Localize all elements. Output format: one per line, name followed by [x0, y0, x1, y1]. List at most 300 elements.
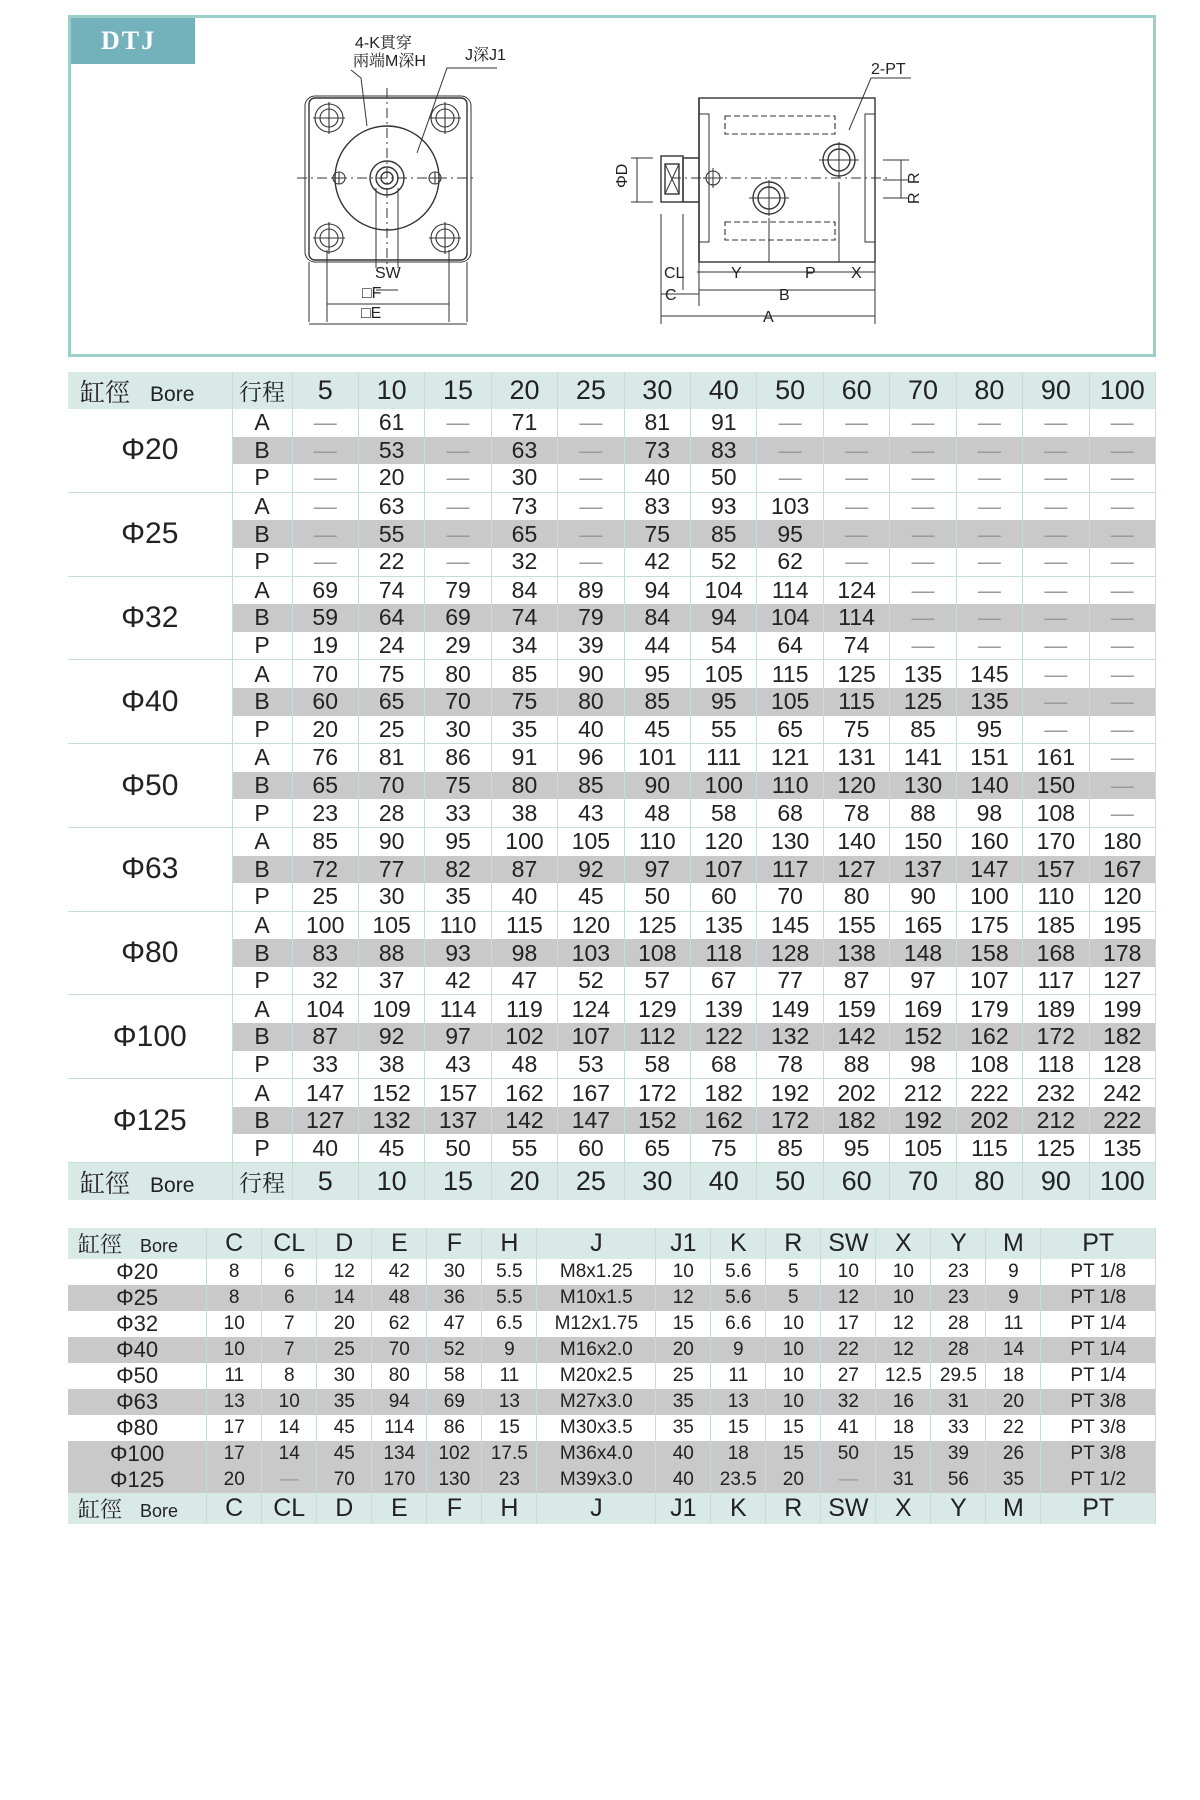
table-row [68, 520, 1156, 548]
table-cell: 38 [358, 1051, 424, 1079]
table-cell: 60 [292, 688, 358, 716]
table-cell: 45 [358, 1134, 424, 1162]
table-cell: 40 [656, 1467, 711, 1493]
table-cell: 50 [821, 1441, 876, 1467]
table-cell: — [956, 520, 1022, 548]
stroke-column-heading: 10 [358, 372, 424, 409]
table-cell: 105 [558, 827, 624, 855]
table-cell: 52 [691, 548, 757, 576]
table-cell: 157 [425, 1079, 491, 1107]
stroke-table-footer [68, 1163, 1156, 1201]
table-row [68, 632, 1156, 660]
table-cell: 117 [1023, 967, 1089, 995]
table-cell: 172 [757, 1107, 823, 1135]
table-row [68, 660, 1156, 688]
table-cell: 29 [425, 632, 491, 660]
table-row [68, 827, 1156, 855]
dimension-column-heading: SW [821, 1493, 876, 1524]
table-cell: 104 [691, 576, 757, 604]
stroke-column-heading: 50 [757, 1163, 823, 1201]
table-cell: 20 [317, 1311, 372, 1337]
table-cell: — [425, 548, 491, 576]
table-cell: — [425, 492, 491, 520]
table-cell: 32 [821, 1389, 876, 1415]
table-row [68, 1415, 1156, 1441]
table-cell: — [823, 464, 889, 492]
stroke-table [68, 372, 1156, 1200]
table-cell: 128 [1089, 1051, 1155, 1079]
table-cell: 13 [207, 1389, 262, 1415]
table-cell: 110 [425, 911, 491, 939]
table-cell: 135 [956, 688, 1022, 716]
r-label-1: R [906, 172, 923, 184]
table-cell: 8 [207, 1285, 262, 1311]
table-cell: — [1089, 437, 1155, 465]
bore-size: Φ32 [68, 1311, 207, 1337]
stroke-column-heading: 40 [691, 372, 757, 409]
dimension-key: P [232, 548, 292, 576]
table-cell: M36x4.0 [537, 1441, 656, 1467]
table-cell: 75 [491, 688, 557, 716]
table-cell: 28 [931, 1311, 986, 1337]
dimension-key: B [232, 856, 292, 884]
table-cell: 95 [757, 520, 823, 548]
table-cell: 10 [207, 1311, 262, 1337]
table-cell: 8 [207, 1259, 262, 1285]
table-cell: — [1023, 604, 1089, 632]
table-cell: 47 [427, 1311, 482, 1337]
bore-en-label: Bore [140, 1236, 179, 1256]
dimension-column-heading: J1 [656, 1228, 711, 1259]
table-cell: 57 [624, 967, 690, 995]
table-row [68, 1285, 1156, 1311]
dimension-column-heading: C [207, 1493, 262, 1524]
table-cell: 69 [425, 604, 491, 632]
table-cell: 90 [358, 827, 424, 855]
table-row [68, 437, 1156, 465]
table-cell: 5 [766, 1285, 821, 1311]
table-cell: 44 [624, 632, 690, 660]
table-cell: 114 [757, 576, 823, 604]
table-cell: 33 [425, 799, 491, 827]
dimension-key: A [232, 660, 292, 688]
table-cell: 80 [425, 660, 491, 688]
table-cell: — [890, 520, 956, 548]
bore-cn-label: 缸徑 [80, 378, 131, 407]
table-cell: 165 [890, 911, 956, 939]
table-cell: 12 [876, 1337, 931, 1363]
table-cell: 103 [558, 939, 624, 967]
table-cell: 5.5 [482, 1259, 537, 1285]
table-cell: — [292, 520, 358, 548]
table-cell: PT 1/2 [1041, 1467, 1156, 1493]
table-cell: 148 [890, 939, 956, 967]
table-cell: 157 [1023, 856, 1089, 884]
table-cell: 9 [482, 1337, 537, 1363]
table-cell: 13 [482, 1389, 537, 1415]
table-cell: 50 [425, 1134, 491, 1162]
table-cell: 23 [931, 1285, 986, 1311]
table-cell: 120 [1089, 883, 1155, 911]
table-cell: 63 [491, 437, 557, 465]
table-cell: 179 [956, 995, 1022, 1023]
stroke-column-heading: 80 [956, 372, 1022, 409]
table-cell: 12 [821, 1285, 876, 1311]
dimension-table [68, 1228, 1156, 1524]
table-cell: 10 [766, 1337, 821, 1363]
table-cell: — [1089, 799, 1155, 827]
table-cell: 54 [691, 632, 757, 660]
table-cell: 28 [358, 799, 424, 827]
table-cell: — [1089, 604, 1155, 632]
table-cell: — [890, 632, 956, 660]
table-row [68, 772, 1156, 800]
dimension-key: P [232, 883, 292, 911]
table-cell: 141 [890, 744, 956, 772]
table-cell: 83 [624, 492, 690, 520]
table-cell: 81 [358, 744, 424, 772]
dimension-column-heading: H [482, 1228, 537, 1259]
table-cell: 53 [558, 1051, 624, 1079]
table-cell: 68 [757, 799, 823, 827]
table-cell: 85 [558, 772, 624, 800]
table-cell: PT 1/4 [1041, 1311, 1156, 1337]
table-cell: 72 [292, 856, 358, 884]
table-cell: 92 [558, 856, 624, 884]
table-cell: 105 [691, 660, 757, 688]
table-cell: 117 [757, 856, 823, 884]
table-row [68, 1389, 1156, 1415]
bore-size: Φ80 [68, 911, 232, 995]
dimension-key: A [232, 576, 292, 604]
table-cell: 150 [1023, 772, 1089, 800]
table-cell: — [956, 576, 1022, 604]
b-label: B [779, 287, 790, 304]
table-row [68, 464, 1156, 492]
table-cell: 87 [823, 967, 889, 995]
table-cell: 14 [986, 1337, 1041, 1363]
table-cell: 5.6 [711, 1285, 766, 1311]
table-cell: — [292, 437, 358, 465]
table-row [68, 548, 1156, 576]
table-cell: 73 [624, 437, 690, 465]
table-cell: 42 [425, 967, 491, 995]
dimension-column-heading: E [372, 1493, 427, 1524]
table-cell: 109 [358, 995, 424, 1023]
table-cell: 69 [427, 1389, 482, 1415]
table-cell: 103 [757, 492, 823, 520]
table-cell: 25 [317, 1337, 372, 1363]
stroke-column-heading: 100 [1089, 372, 1155, 409]
table-cell: 151 [956, 744, 1022, 772]
table-cell: 97 [425, 1023, 491, 1051]
table-cell: 48 [491, 1051, 557, 1079]
dimension-column-heading: J [537, 1228, 656, 1259]
table-cell: — [821, 1467, 876, 1493]
table-cell: 162 [691, 1107, 757, 1135]
table-cell: — [1089, 660, 1155, 688]
header-bore-heading [68, 1228, 207, 1259]
table-cell: 10 [656, 1259, 711, 1285]
table-cell: 16 [876, 1389, 931, 1415]
table-row [68, 409, 1156, 437]
table-cell: 85 [691, 520, 757, 548]
table-cell: 6.5 [482, 1311, 537, 1337]
table-cell: 79 [558, 604, 624, 632]
table-row [68, 1079, 1156, 1107]
table-cell: 23 [292, 799, 358, 827]
table-cell: 32 [292, 967, 358, 995]
dimension-column-heading: F [427, 1493, 482, 1524]
dimension-column-heading: X [876, 1493, 931, 1524]
dimension-key: A [232, 492, 292, 520]
table-cell: 7 [262, 1311, 317, 1337]
table-cell: 73 [491, 492, 557, 520]
table-cell: 15 [711, 1415, 766, 1441]
table-cell: 155 [823, 911, 889, 939]
table-cell: 83 [292, 939, 358, 967]
table-cell: — [890, 437, 956, 465]
table-cell: 40 [558, 716, 624, 744]
table-cell: PT 1/4 [1041, 1363, 1156, 1389]
table-cell: PT 1/8 [1041, 1285, 1156, 1311]
table-row [68, 688, 1156, 716]
stroke-table-header [68, 372, 1156, 409]
table-row [68, 1107, 1156, 1135]
dimension-key: B [232, 520, 292, 548]
table-cell: 118 [1023, 1051, 1089, 1079]
table-cell: 84 [491, 576, 557, 604]
table-cell: 10 [821, 1259, 876, 1285]
table-cell: 169 [890, 995, 956, 1023]
table-cell: 152 [624, 1107, 690, 1135]
table-cell: 69 [292, 576, 358, 604]
table-cell: 130 [427, 1467, 482, 1493]
table-cell: 23.5 [711, 1467, 766, 1493]
table-cell: 107 [956, 967, 1022, 995]
table-cell: 25 [292, 883, 358, 911]
table-cell: 45 [317, 1441, 372, 1467]
table-cell: 70 [317, 1467, 372, 1493]
table-cell: 104 [757, 604, 823, 632]
sw-label: SW [375, 265, 401, 282]
table-cell: 15 [766, 1415, 821, 1441]
table-cell: 6.6 [711, 1311, 766, 1337]
table-cell: 53 [358, 437, 424, 465]
dimension-column-heading: Y [931, 1493, 986, 1524]
table-cell: 86 [425, 744, 491, 772]
bore-en-label: Bore [150, 382, 195, 406]
dimension-column-heading: X [876, 1228, 931, 1259]
table-cell: 139 [691, 995, 757, 1023]
table-cell: 108 [1023, 799, 1089, 827]
table-cell: 161 [1023, 744, 1089, 772]
table-cell: 98 [491, 939, 557, 967]
table-cell: 172 [624, 1079, 690, 1107]
table-row [68, 911, 1156, 939]
table-cell: 12 [317, 1259, 372, 1285]
table-cell: 118 [691, 939, 757, 967]
table-cell: — [558, 464, 624, 492]
stroke-column-heading: 40 [691, 1163, 757, 1201]
table-row [68, 1311, 1156, 1337]
stroke-column-heading: 50 [757, 372, 823, 409]
table-cell: 124 [558, 995, 624, 1023]
table-cell: 20 [358, 464, 424, 492]
table-cell: 114 [425, 995, 491, 1023]
table-cell: 35 [491, 716, 557, 744]
table-cell: 15 [766, 1441, 821, 1467]
table-cell: 115 [491, 911, 557, 939]
table-cell: — [823, 492, 889, 520]
table-cell: 130 [890, 772, 956, 800]
table-row [68, 995, 1156, 1023]
table-cell: 81 [624, 409, 690, 437]
table-cell: 102 [491, 1023, 557, 1051]
dimension-key: P [232, 464, 292, 492]
table-cell: 147 [292, 1079, 358, 1107]
dimension-column-heading: PT [1041, 1228, 1156, 1259]
table-cell: 114 [372, 1415, 427, 1441]
table-cell: — [956, 437, 1022, 465]
table-cell: — [558, 492, 624, 520]
table-cell: 40 [491, 883, 557, 911]
table-cell: — [558, 409, 624, 437]
table-cell: 10 [766, 1363, 821, 1389]
table-cell: 96 [558, 744, 624, 772]
table-cell: 119 [491, 995, 557, 1023]
table-cell: 35 [425, 883, 491, 911]
table-cell: 88 [358, 939, 424, 967]
bore-cn-label: 缸徑 [80, 1169, 131, 1198]
table-cell: — [1089, 548, 1155, 576]
table-cell: 10 [876, 1285, 931, 1311]
table-cell: 47 [491, 967, 557, 995]
table-cell: 150 [890, 827, 956, 855]
stroke-column-heading: 5 [292, 1163, 358, 1201]
table-cell: — [823, 520, 889, 548]
table-cell: 41 [821, 1415, 876, 1441]
table-cell: 17 [207, 1415, 262, 1441]
table-cell: 75 [624, 520, 690, 548]
table-cell: 59 [292, 604, 358, 632]
table-cell: — [1023, 548, 1089, 576]
table-cell: 212 [1023, 1107, 1089, 1135]
table-cell: 182 [691, 1079, 757, 1107]
table-row [68, 492, 1156, 520]
table-cell: 6 [262, 1259, 317, 1285]
table-cell: 95 [823, 1134, 889, 1162]
table-cell: 120 [558, 911, 624, 939]
table-cell: 195 [1089, 911, 1155, 939]
dimension-column-heading: Y [931, 1228, 986, 1259]
dimension-column-heading: K [711, 1228, 766, 1259]
table-cell: 80 [372, 1363, 427, 1389]
table-cell: — [292, 548, 358, 576]
table-cell: 120 [691, 827, 757, 855]
table-cell: 135 [890, 660, 956, 688]
table-cell: 20 [766, 1467, 821, 1493]
table-cell: 39 [931, 1441, 986, 1467]
table-cell: 82 [425, 856, 491, 884]
bore-size: Φ125 [68, 1079, 232, 1163]
dimension-column-heading: C [207, 1228, 262, 1259]
table-cell: 108 [624, 939, 690, 967]
bore-cn-label: 缸徑 [78, 1232, 123, 1257]
table-row [68, 856, 1156, 884]
table-cell: — [1023, 688, 1089, 716]
table-cell: 74 [823, 632, 889, 660]
table-cell: 202 [956, 1107, 1022, 1135]
table-cell: 86 [427, 1415, 482, 1441]
table-cell: — [1089, 464, 1155, 492]
dimension-column-heading: PT [1041, 1493, 1156, 1524]
dimension-key: P [232, 716, 292, 744]
table-cell: 27 [821, 1363, 876, 1389]
table-cell: 222 [1089, 1107, 1155, 1135]
table-cell: 5.5 [482, 1285, 537, 1311]
table-cell: 20 [986, 1389, 1041, 1415]
table-cell: 55 [691, 716, 757, 744]
table-cell: 115 [757, 660, 823, 688]
table-cell: — [262, 1467, 317, 1493]
a-label: A [763, 309, 774, 326]
table-cell: 78 [757, 1051, 823, 1079]
x-label: X [851, 265, 862, 282]
table-cell: 167 [558, 1079, 624, 1107]
table-cell: — [1089, 520, 1155, 548]
table-cell: M12x1.75 [537, 1311, 656, 1337]
table-cell: 23 [482, 1467, 537, 1493]
table-cell: 90 [890, 883, 956, 911]
dimension-column-heading: F [427, 1228, 482, 1259]
table-cell: 140 [956, 772, 1022, 800]
table-cell: 127 [823, 856, 889, 884]
table-cell: 80 [491, 772, 557, 800]
table-cell: 12 [876, 1311, 931, 1337]
table-cell: — [890, 548, 956, 576]
dimension-key: P [232, 1134, 292, 1162]
table-cell: — [757, 409, 823, 437]
table-cell: 90 [558, 660, 624, 688]
dimension-column-heading: SW [821, 1228, 876, 1259]
table-cell: 6 [262, 1285, 317, 1311]
table-cell: M27x3.0 [537, 1389, 656, 1415]
dimension-column-heading: CL [262, 1228, 317, 1259]
dimension-key: A [232, 1079, 292, 1107]
table-cell: 128 [757, 939, 823, 967]
table-cell: 75 [358, 660, 424, 688]
table-cell: — [558, 520, 624, 548]
dimension-column-heading: D [317, 1493, 372, 1524]
table-cell: 95 [956, 716, 1022, 744]
table-cell: 112 [624, 1023, 690, 1051]
table-cell: 24 [358, 632, 424, 660]
dimension-column-heading: E [372, 1228, 427, 1259]
table-cell: 87 [292, 1023, 358, 1051]
table-cell: 5 [766, 1259, 821, 1285]
table-cell: 18 [876, 1415, 931, 1441]
table-cell: 15 [656, 1311, 711, 1337]
table-cell: 125 [890, 688, 956, 716]
table-cell: 19 [292, 632, 358, 660]
table-cell: 138 [823, 939, 889, 967]
dimension-column-heading: J [537, 1493, 656, 1524]
table-cell: 65 [358, 688, 424, 716]
dimension-key: B [232, 1107, 292, 1135]
table-cell: 30 [427, 1259, 482, 1285]
table-cell: 172 [1023, 1023, 1089, 1051]
